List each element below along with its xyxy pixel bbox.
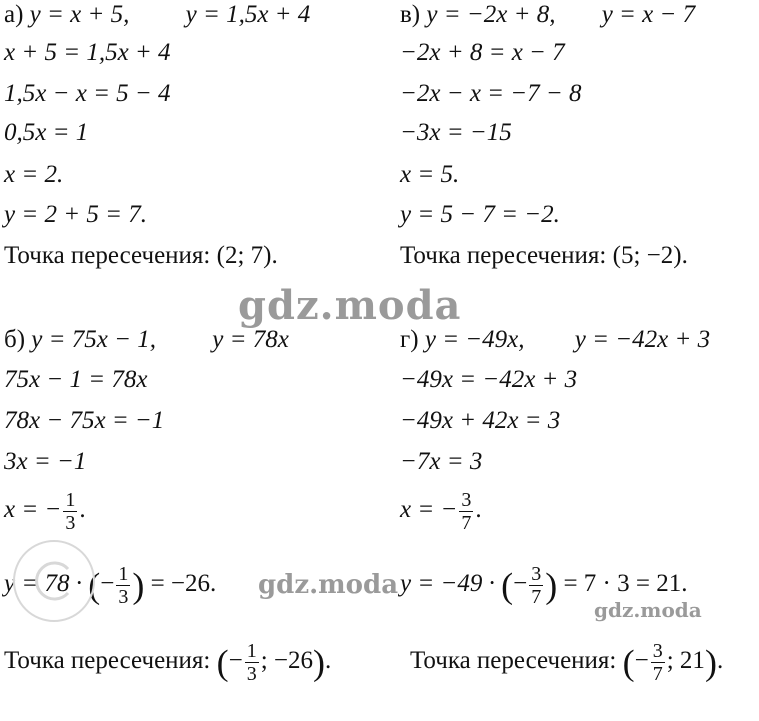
a-eq2: y = 1,5x + 4 — [185, 1, 311, 28]
b-answer-prefix: Точка пересечения: — [4, 647, 211, 674]
b-answer-fraction — [245, 640, 259, 685]
b-y-fraction — [116, 563, 130, 608]
g-x-result: x = − $\frac{3}{7}$ . — [400, 488, 482, 534]
g-y-prefix: y = −49 · — [400, 570, 495, 597]
b-step3: 3x = −1 — [4, 448, 87, 475]
g-step3: −7x = 3 — [400, 448, 483, 475]
b-header — [4, 325, 289, 355]
watermark-mid: gdz.moda — [258, 570, 399, 600]
g-x-prefix: x = − — [400, 496, 458, 523]
g-x-fraction — [459, 489, 473, 534]
copyright-seal-icon — [8, 535, 100, 627]
b-y-suffix: = −26. — [150, 570, 217, 597]
g-label: г) — [400, 326, 419, 353]
b-eq1: y = 75x − 1, — [31, 326, 156, 353]
b-y-prefix: y = 78 · — [4, 570, 82, 597]
a-step3: 0,5x = 1 — [4, 119, 89, 146]
g-answer-prefix: Точка пересечения: — [410, 647, 617, 674]
g-header — [400, 325, 710, 355]
watermark-main: gdz.moda — [238, 282, 462, 329]
b-x-den: 3 — [65, 511, 76, 534]
a-header — [4, 0, 310, 30]
v-answer: Точка пересечения: (5; −2). — [400, 242, 688, 269]
v-step2: −2x − x = −7 − 8 — [400, 80, 582, 107]
g-answer: Точка пересечения: (− $\frac{3}{7}$ ; 21). — [410, 639, 724, 685]
g-answer-num: 3 — [652, 639, 663, 662]
b-answer: Точка пересечения: (− $\frac{1}{3}$ ; −26). — [4, 639, 332, 685]
b-label: б) — [4, 326, 26, 353]
g-y-num: 3 — [531, 562, 542, 585]
a-answer: Точка пересечения: (2; 7). — [4, 242, 278, 269]
v-label: в) — [400, 1, 421, 28]
a-step2: 1,5x − x = 5 − 4 — [4, 80, 171, 107]
b-x-num: 1 — [65, 488, 76, 511]
a-step4: x = 2. — [4, 161, 64, 188]
g-answer-suffix: ; 21 — [666, 647, 705, 674]
g-x-den: 7 — [461, 511, 472, 534]
b-x-result: x = − $\frac{1}{3}$ . — [4, 488, 86, 534]
b-step1: 75x − 1 = 78x — [4, 366, 148, 393]
g-y-den: 7 — [531, 585, 542, 608]
v-eq1: y = −2x + 8, — [426, 1, 556, 28]
g-step2: −49x + 42x = 3 — [400, 407, 561, 434]
g-step1: −49x = −42x + 3 — [400, 366, 578, 393]
b-y-result: y = 78 · (− $\frac{1}{3}$ ) = −26. — [4, 562, 217, 608]
a-eq1: y = x + 5, — [29, 1, 130, 28]
g-answer-den: 7 — [652, 662, 663, 685]
a-step1: x + 5 = 1,5x + 4 — [4, 39, 171, 66]
a-step5: y = 2 + 5 = 7. — [4, 201, 147, 228]
b-step2: 78x − 75x = −1 — [4, 407, 165, 434]
g-y-suffix: = 7 · 3 = 21. — [563, 570, 688, 597]
g-answer-fraction — [651, 640, 665, 685]
v-eq2: y = x − 7 — [601, 1, 696, 28]
v-step4: x = 5. — [400, 161, 460, 188]
g-y-fraction — [529, 563, 543, 608]
b-x-prefix: x = − — [4, 496, 62, 523]
g-x-num: 3 — [461, 488, 472, 511]
b-answer-suffix: ; −26 — [260, 647, 314, 674]
g-eq2: y = −42x + 3 — [574, 326, 711, 353]
g-eq1: y = −49x, — [424, 326, 525, 353]
b-answer-num: 1 — [246, 639, 257, 662]
v-step5: y = 5 − 7 = −2. — [400, 201, 560, 228]
v-step3: −3x = −15 — [400, 119, 512, 146]
g-y-result: y = −49 · (− $\frac{3}{7}$ ) = 7 · 3 = 21. — [400, 562, 688, 608]
v-step1: −2x + 8 = x − 7 — [400, 39, 565, 66]
b-x-fraction — [63, 489, 77, 534]
v-header — [400, 0, 695, 30]
a-label: а) — [4, 1, 24, 28]
watermark-small: gdz.moda — [594, 598, 702, 622]
b-y-num: 1 — [118, 562, 129, 585]
b-eq2: y = 78x — [212, 326, 289, 353]
b-y-den: 3 — [118, 585, 129, 608]
b-answer-den: 3 — [246, 662, 257, 685]
